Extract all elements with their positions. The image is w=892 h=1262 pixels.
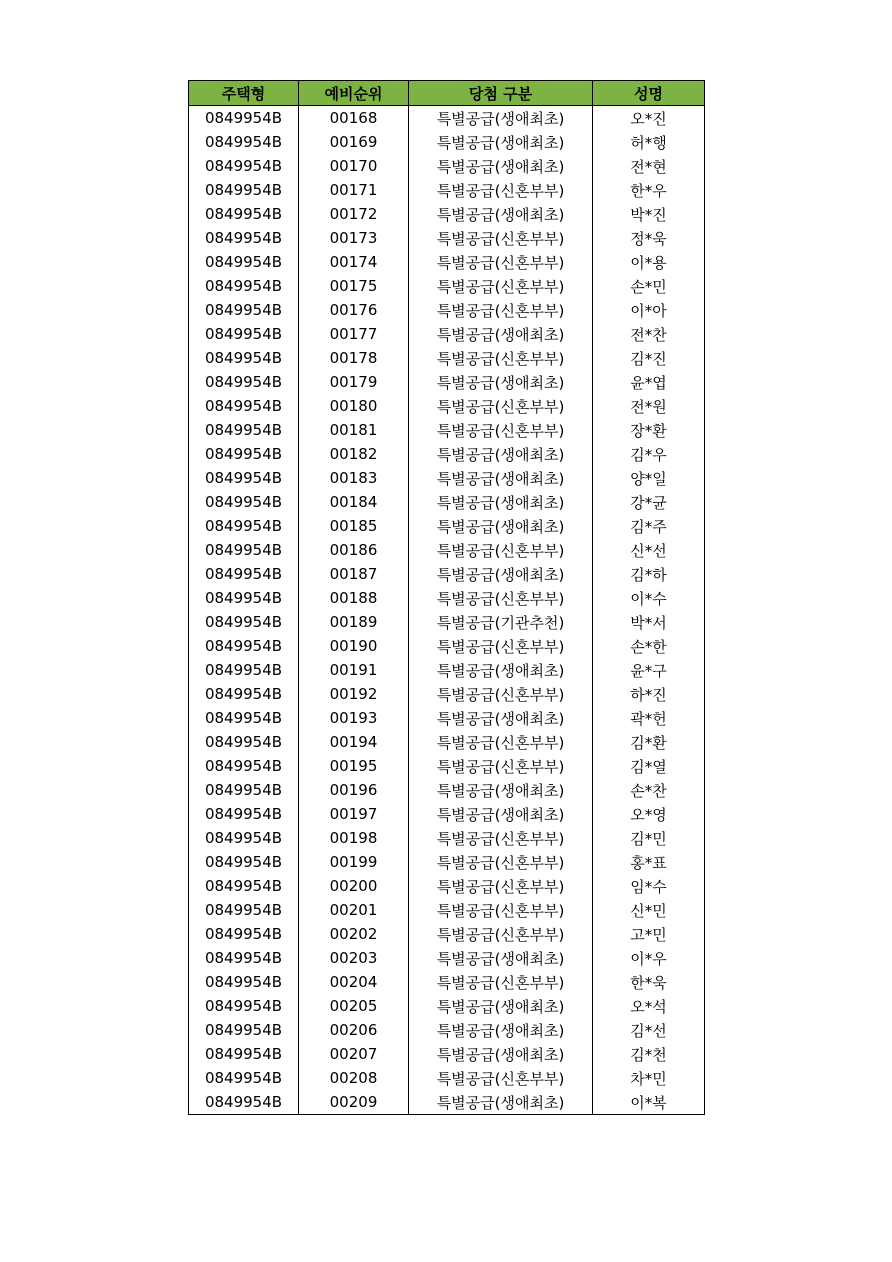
table-row xyxy=(189,1018,705,1042)
cell-winning-category: 특별공급(신혼부부) xyxy=(409,394,593,418)
cell-housing-type: 0849954B xyxy=(189,946,299,970)
cell-housing-type: 0849954B xyxy=(189,754,299,778)
table-row xyxy=(189,634,705,658)
cell-reserve-rank: 00171 xyxy=(299,178,409,202)
cell-winning-category: 특별공급(신혼부부) xyxy=(409,226,593,250)
table-row xyxy=(189,826,705,850)
cell-name: 김*환 xyxy=(593,730,705,754)
cell-name: 홍*표 xyxy=(593,850,705,874)
cell-housing-type: 0849954B xyxy=(189,730,299,754)
cell-reserve-rank: 00181 xyxy=(299,418,409,442)
cell-reserve-rank: 00203 xyxy=(299,946,409,970)
cell-winning-category: 특별공급(신혼부부) xyxy=(409,874,593,898)
cell-reserve-rank: 00169 xyxy=(299,130,409,154)
cell-name: 오*진 xyxy=(593,106,705,131)
cell-winning-category: 특별공급(신혼부부) xyxy=(409,298,593,322)
cell-housing-type: 0849954B xyxy=(189,538,299,562)
cell-housing-type: 0849954B xyxy=(189,442,299,466)
cell-winning-category: 특별공급(생애최초) xyxy=(409,1018,593,1042)
cell-winning-category: 특별공급(생애최초) xyxy=(409,994,593,1018)
cell-housing-type: 0849954B xyxy=(189,778,299,802)
cell-winning-category: 특별공급(생애최초) xyxy=(409,802,593,826)
cell-name: 하*진 xyxy=(593,682,705,706)
table-row xyxy=(189,514,705,538)
cell-housing-type: 0849954B xyxy=(189,562,299,586)
cell-name: 박*진 xyxy=(593,202,705,226)
cell-reserve-rank: 00184 xyxy=(299,490,409,514)
cell-name: 정*욱 xyxy=(593,226,705,250)
table-row xyxy=(189,538,705,562)
cell-reserve-rank: 00207 xyxy=(299,1042,409,1066)
cell-name: 김*민 xyxy=(593,826,705,850)
cell-housing-type: 0849954B xyxy=(189,1018,299,1042)
table-row xyxy=(189,442,705,466)
cell-name: 손*한 xyxy=(593,634,705,658)
table-row xyxy=(189,250,705,274)
cell-name: 이*용 xyxy=(593,250,705,274)
cell-winning-category: 특별공급(생애최초) xyxy=(409,442,593,466)
table-row xyxy=(189,946,705,970)
header-reserve-rank: 예비순위 xyxy=(299,81,409,106)
cell-reserve-rank: 00176 xyxy=(299,298,409,322)
cell-reserve-rank: 00205 xyxy=(299,994,409,1018)
cell-reserve-rank: 00179 xyxy=(299,370,409,394)
cell-winning-category: 특별공급(신혼부부) xyxy=(409,850,593,874)
cell-name: 전*원 xyxy=(593,394,705,418)
cell-housing-type: 0849954B xyxy=(189,274,299,298)
table-row xyxy=(189,178,705,202)
cell-winning-category: 특별공급(신혼부부) xyxy=(409,826,593,850)
cell-reserve-rank: 00198 xyxy=(299,826,409,850)
cell-winning-category: 특별공급(신혼부부) xyxy=(409,178,593,202)
table-row xyxy=(189,730,705,754)
cell-reserve-rank: 00208 xyxy=(299,1066,409,1090)
cell-name: 이*복 xyxy=(593,1090,705,1115)
cell-name: 윤*구 xyxy=(593,658,705,682)
cell-reserve-rank: 00185 xyxy=(299,514,409,538)
table-row xyxy=(189,466,705,490)
cell-housing-type: 0849954B xyxy=(189,154,299,178)
table-row xyxy=(189,298,705,322)
cell-name: 이*수 xyxy=(593,586,705,610)
cell-winning-category: 특별공급(신혼부부) xyxy=(409,634,593,658)
cell-reserve-rank: 00191 xyxy=(299,658,409,682)
table-row xyxy=(189,130,705,154)
cell-winning-category: 특별공급(신혼부부) xyxy=(409,922,593,946)
cell-winning-category: 특별공급(신혼부부) xyxy=(409,586,593,610)
cell-winning-category: 특별공급(신혼부부) xyxy=(409,898,593,922)
cell-winning-category: 특별공급(생애최초) xyxy=(409,1090,593,1115)
cell-reserve-rank: 00175 xyxy=(299,274,409,298)
cell-name: 김*천 xyxy=(593,1042,705,1066)
cell-name: 한*욱 xyxy=(593,970,705,994)
cell-reserve-rank: 00193 xyxy=(299,706,409,730)
cell-reserve-rank: 00209 xyxy=(299,1090,409,1115)
table-row xyxy=(189,850,705,874)
cell-housing-type: 0849954B xyxy=(189,706,299,730)
cell-reserve-rank: 00168 xyxy=(299,106,409,131)
cell-housing-type: 0849954B xyxy=(189,346,299,370)
cell-winning-category: 특별공급(생애최초) xyxy=(409,130,593,154)
cell-reserve-rank: 00189 xyxy=(299,610,409,634)
cell-name: 김*선 xyxy=(593,1018,705,1042)
cell-reserve-rank: 00206 xyxy=(299,1018,409,1042)
table-body xyxy=(189,106,705,1115)
cell-name: 허*행 xyxy=(593,130,705,154)
cell-name: 손*민 xyxy=(593,274,705,298)
cell-winning-category: 특별공급(생애최초) xyxy=(409,562,593,586)
cell-winning-category: 특별공급(생애최초) xyxy=(409,370,593,394)
cell-reserve-rank: 00182 xyxy=(299,442,409,466)
cell-name: 곽*헌 xyxy=(593,706,705,730)
cell-name: 강*균 xyxy=(593,490,705,514)
cell-reserve-rank: 00186 xyxy=(299,538,409,562)
cell-name: 오*영 xyxy=(593,802,705,826)
table-row xyxy=(189,106,705,131)
table-row xyxy=(189,898,705,922)
table-row xyxy=(189,370,705,394)
cell-reserve-rank: 00178 xyxy=(299,346,409,370)
cell-housing-type: 0849954B xyxy=(189,130,299,154)
table-row xyxy=(189,994,705,1018)
table-row xyxy=(189,346,705,370)
cell-housing-type: 0849954B xyxy=(189,250,299,274)
cell-name: 이*우 xyxy=(593,946,705,970)
cell-housing-type: 0849954B xyxy=(189,178,299,202)
cell-reserve-rank: 00172 xyxy=(299,202,409,226)
cell-winning-category: 특별공급(신혼부부) xyxy=(409,730,593,754)
cell-winning-category: 특별공급(신혼부부) xyxy=(409,346,593,370)
cell-winning-category: 특별공급(신혼부부) xyxy=(409,1066,593,1090)
table-row xyxy=(189,274,705,298)
cell-housing-type: 0849954B xyxy=(189,898,299,922)
cell-housing-type: 0849954B xyxy=(189,370,299,394)
cell-winning-category: 특별공급(신혼부부) xyxy=(409,970,593,994)
cell-name: 장*환 xyxy=(593,418,705,442)
table-row xyxy=(189,754,705,778)
cell-winning-category: 특별공급(생애최초) xyxy=(409,706,593,730)
cell-housing-type: 0849954B xyxy=(189,226,299,250)
cell-winning-category: 특별공급(생애최초) xyxy=(409,778,593,802)
table-row xyxy=(189,154,705,178)
cell-reserve-rank: 00180 xyxy=(299,394,409,418)
header-row xyxy=(189,81,705,106)
table-row xyxy=(189,682,705,706)
table-row xyxy=(189,562,705,586)
cell-reserve-rank: 00170 xyxy=(299,154,409,178)
table-row xyxy=(189,610,705,634)
cell-winning-category: 특별공급(기관추천) xyxy=(409,610,593,634)
winners-table xyxy=(188,80,705,1115)
cell-name: 임*수 xyxy=(593,874,705,898)
table-row xyxy=(189,394,705,418)
cell-winning-category: 특별공급(생애최초) xyxy=(409,106,593,131)
table-row xyxy=(189,226,705,250)
cell-housing-type: 0849954B xyxy=(189,106,299,131)
cell-name: 전*현 xyxy=(593,154,705,178)
cell-reserve-rank: 00188 xyxy=(299,586,409,610)
cell-name: 윤*엽 xyxy=(593,370,705,394)
cell-name: 김*우 xyxy=(593,442,705,466)
header-name: 성명 xyxy=(593,81,705,106)
cell-winning-category: 특별공급(생애최초) xyxy=(409,154,593,178)
cell-housing-type: 0849954B xyxy=(189,874,299,898)
table-row xyxy=(189,802,705,826)
cell-reserve-rank: 00200 xyxy=(299,874,409,898)
cell-reserve-rank: 00192 xyxy=(299,682,409,706)
cell-name: 오*석 xyxy=(593,994,705,1018)
cell-housing-type: 0849954B xyxy=(189,658,299,682)
cell-housing-type: 0849954B xyxy=(189,850,299,874)
cell-housing-type: 0849954B xyxy=(189,802,299,826)
table-row xyxy=(189,322,705,346)
cell-housing-type: 0849954B xyxy=(189,322,299,346)
cell-name: 고*민 xyxy=(593,922,705,946)
cell-reserve-rank: 00177 xyxy=(299,322,409,346)
cell-winning-category: 특별공급(생애최초) xyxy=(409,490,593,514)
cell-reserve-rank: 00204 xyxy=(299,970,409,994)
cell-housing-type: 0849954B xyxy=(189,586,299,610)
cell-name: 한*우 xyxy=(593,178,705,202)
table-row xyxy=(189,970,705,994)
cell-housing-type: 0849954B xyxy=(189,490,299,514)
table-row xyxy=(189,490,705,514)
cell-winning-category: 특별공급(생애최초) xyxy=(409,202,593,226)
cell-winning-category: 특별공급(생애최초) xyxy=(409,658,593,682)
cell-housing-type: 0849954B xyxy=(189,418,299,442)
cell-name: 김*진 xyxy=(593,346,705,370)
cell-reserve-rank: 00201 xyxy=(299,898,409,922)
cell-housing-type: 0849954B xyxy=(189,682,299,706)
cell-reserve-rank: 00190 xyxy=(299,634,409,658)
header-winning-category: 당첨 구분 xyxy=(409,81,593,106)
cell-name: 손*찬 xyxy=(593,778,705,802)
table-row xyxy=(189,202,705,226)
cell-name: 김*열 xyxy=(593,754,705,778)
cell-winning-category: 특별공급(신혼부부) xyxy=(409,538,593,562)
cell-winning-category: 특별공급(생애최초) xyxy=(409,1042,593,1066)
cell-winning-category: 특별공급(신혼부부) xyxy=(409,418,593,442)
cell-housing-type: 0849954B xyxy=(189,994,299,1018)
cell-winning-category: 특별공급(생애최초) xyxy=(409,946,593,970)
cell-name: 박*서 xyxy=(593,610,705,634)
table-row xyxy=(189,418,705,442)
table-row xyxy=(189,1042,705,1066)
cell-reserve-rank: 00196 xyxy=(299,778,409,802)
cell-housing-type: 0849954B xyxy=(189,634,299,658)
cell-housing-type: 0849954B xyxy=(189,922,299,946)
table-row xyxy=(189,1090,705,1115)
cell-housing-type: 0849954B xyxy=(189,1042,299,1066)
cell-housing-type: 0849954B xyxy=(189,1066,299,1090)
cell-name: 신*선 xyxy=(593,538,705,562)
cell-reserve-rank: 00202 xyxy=(299,922,409,946)
cell-name: 전*찬 xyxy=(593,322,705,346)
cell-reserve-rank: 00195 xyxy=(299,754,409,778)
cell-reserve-rank: 00183 xyxy=(299,466,409,490)
cell-reserve-rank: 00174 xyxy=(299,250,409,274)
cell-housing-type: 0849954B xyxy=(189,514,299,538)
table-row xyxy=(189,658,705,682)
cell-reserve-rank: 00197 xyxy=(299,802,409,826)
cell-winning-category: 특별공급(신혼부부) xyxy=(409,250,593,274)
cell-housing-type: 0849954B xyxy=(189,202,299,226)
table-row xyxy=(189,922,705,946)
cell-housing-type: 0849954B xyxy=(189,298,299,322)
cell-reserve-rank: 00199 xyxy=(299,850,409,874)
cell-winning-category: 특별공급(신혼부부) xyxy=(409,682,593,706)
cell-winning-category: 특별공급(생애최초) xyxy=(409,322,593,346)
cell-name: 차*민 xyxy=(593,1066,705,1090)
cell-housing-type: 0849954B xyxy=(189,466,299,490)
cell-winning-category: 특별공급(신혼부부) xyxy=(409,754,593,778)
cell-housing-type: 0849954B xyxy=(189,610,299,634)
cell-name: 양*일 xyxy=(593,466,705,490)
cell-name: 김*주 xyxy=(593,514,705,538)
table-row xyxy=(189,778,705,802)
cell-housing-type: 0849954B xyxy=(189,394,299,418)
cell-name: 이*아 xyxy=(593,298,705,322)
table-row xyxy=(189,874,705,898)
cell-name: 신*민 xyxy=(593,898,705,922)
table-row xyxy=(189,706,705,730)
table-row xyxy=(189,586,705,610)
cell-reserve-rank: 00187 xyxy=(299,562,409,586)
cell-name: 김*하 xyxy=(593,562,705,586)
cell-reserve-rank: 00194 xyxy=(299,730,409,754)
cell-reserve-rank: 00173 xyxy=(299,226,409,250)
cell-winning-category: 특별공급(생애최초) xyxy=(409,466,593,490)
table-row xyxy=(189,1066,705,1090)
cell-housing-type: 0849954B xyxy=(189,970,299,994)
cell-housing-type: 0849954B xyxy=(189,1090,299,1115)
cell-winning-category: 특별공급(신혼부부) xyxy=(409,274,593,298)
cell-housing-type: 0849954B xyxy=(189,826,299,850)
cell-winning-category: 특별공급(생애최초) xyxy=(409,514,593,538)
header-housing-type: 주택형 xyxy=(189,81,299,106)
